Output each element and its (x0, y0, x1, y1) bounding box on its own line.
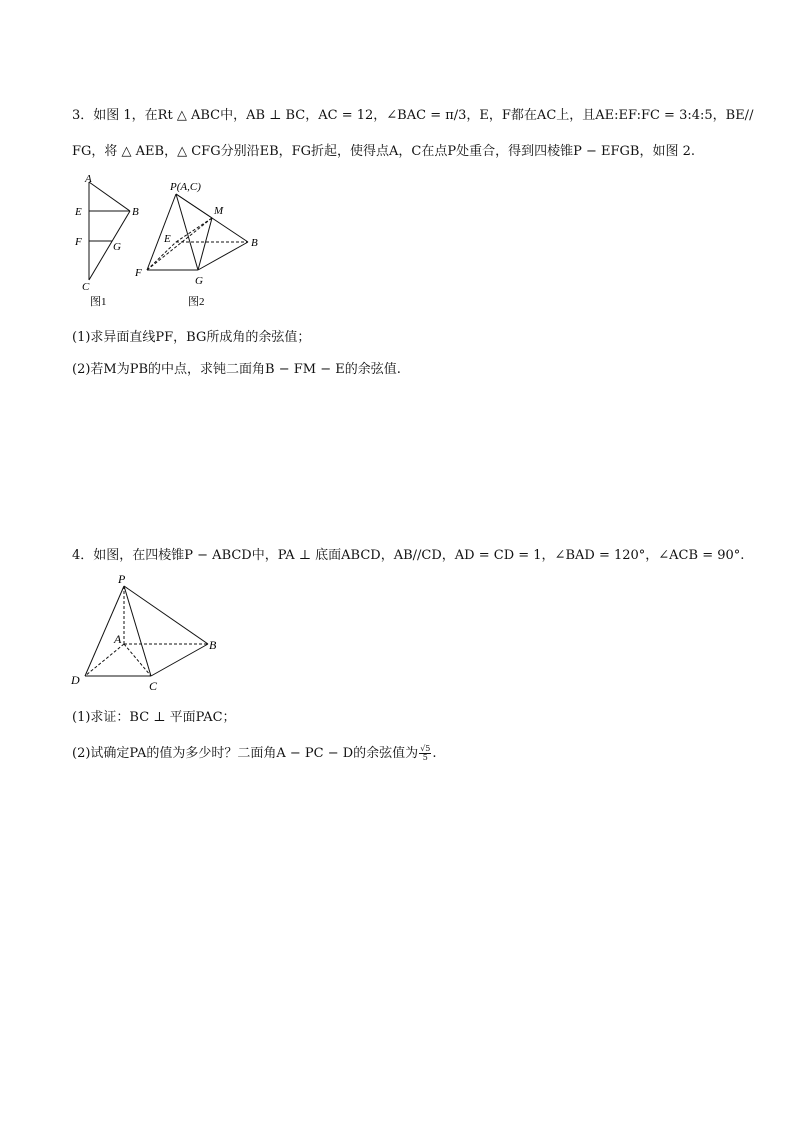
problem4-question2 (72, 742, 437, 762)
fig2-label-E: E (164, 233, 171, 245)
fig1-label-E: E (75, 206, 82, 218)
fraction-denominator: 5 (422, 753, 428, 762)
sqrt5-over-5-fraction (419, 745, 431, 762)
fig1-label-F: F (75, 236, 82, 248)
fig1-label-A: A (85, 173, 92, 185)
fig4-label-D: D (71, 673, 80, 687)
problem4-question1: (1)求证：BC ⊥ 平面PAC； (72, 710, 236, 725)
problem3-question1: (1)求异面直线PF，BG所成角的余弦值； (72, 330, 311, 345)
problem3-line1: 3．如图 1，在Rt △ ABC中，AB ⊥ BC，AC = 12，∠BAC = π/3，E，F都在AC上，且AE:EF:FC = 3:4:5，BE// (72, 108, 754, 123)
fig4-label-P: P (118, 572, 126, 586)
fig2-label-F: F (135, 267, 142, 279)
fig2-caption: 图2 (188, 296, 205, 308)
fig1-label-C: C (82, 281, 90, 293)
problem4-question2-text: (2)试确定PA的值为多少时？二面角A − PC − D的余弦值为 (72, 746, 419, 761)
fig1-label-G: G (113, 241, 121, 253)
fig2-label-B: B (251, 237, 258, 249)
figure-pyramid-pabcd (66, 568, 236, 698)
fig4-label-C: C (149, 679, 158, 693)
problem4-line1: 4．如图，在四棱锥P − ABCD中，PA ⊥ 底面ABCD，AB//CD，AD = CD = 1，∠BAD = 120°，∠ACB = 90°. (72, 548, 745, 563)
figure2-pyramid (130, 172, 270, 312)
fraction-numerator: √5 (420, 744, 431, 753)
fig1-label-B: B (132, 206, 139, 218)
problem3-line2: FG，将 △ AEB，△ CFG分别沿EB，FG折起，使得点A，C在点P处重合，得到四棱锥P − EFGB，如图 2. (72, 144, 695, 159)
fig2-label-P: P(A,C) (170, 181, 201, 193)
fig2-label-G: G (195, 275, 203, 287)
fig2-label-M: M (214, 205, 224, 217)
problem3-question2: (2)若M为PB的中点，求钝二面角B − FM − E的余弦值. (72, 362, 401, 377)
fig1-caption: 图1 (90, 296, 107, 308)
fig4-label-B: B (209, 638, 217, 652)
problem4-question2-end: . (432, 746, 437, 761)
fig4-label-A: A (114, 632, 122, 646)
